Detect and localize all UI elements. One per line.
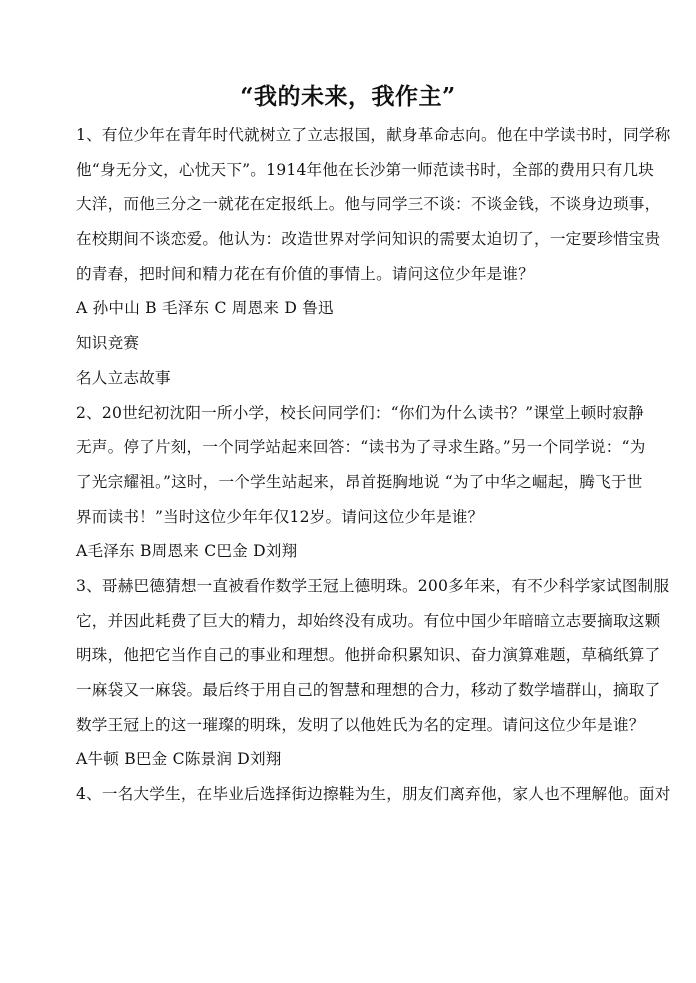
document-title: “我的未来，我作主” [240, 83, 456, 110]
text-line: 的青春，把时间和精力花在有价值的事情上。请问这位少年是谁？ [76, 264, 535, 283]
text-line: A牛顿 B巴金 C陈景润 D刘翔 [76, 750, 282, 769]
text-line: 4、一名大学生，在毕业后选择街边擦鞋为生，朋友们离弃他，家人也不理解他。面对 [76, 785, 671, 804]
text-line: 2、20世纪初沈阳一所小学，校长问同学们：“你们为什么读书？”课堂上顿时寂静 [76, 403, 644, 422]
text-line: 3、哥赫巴德猜想一直被看作数学王冠上德明珠。200多年来，有不少科学家试图制服 [76, 576, 670, 595]
text-line: A毛泽东 B周恩来 C巴金 D刘翔 [76, 542, 298, 561]
text-line: A 孙中山 B 毛泽东 C 周恩来 D 鲁迅 [76, 299, 334, 318]
text-line: 1、有位少年在青年时代就树立了立志报国，献身革命志向。他在中学读书时，同学称 [76, 126, 671, 144]
text-line: 在校期间不谈恋爱。他认为：改造世界对学问知识的需要太迫切了，一定要珍惜宝贵 [76, 230, 661, 249]
text-line: 他“身无分文，心忧天下”。1914年他在长沙第一师范读书时，全部的费用只有几块 [76, 160, 655, 179]
text-line: 它，并因此耗费了巨大的精力，却始终没有成功。有位中国少年暗暗立志要摘取这颗 [76, 611, 661, 630]
text-line: 名人立志故事 [76, 368, 171, 387]
text-line: 数学王冠上的这一璀璨的明珠，发明了以他姓氏为名的定理。请问这位少年是谁？ [76, 715, 645, 734]
text-line: 了光宗耀祖。”这时，一个学生站起来，昂首挺胸地说 “为了中华之崛起，腾飞于世 [76, 472, 643, 491]
text-line: 界而读书！”当时这位少年年仅12岁。请问这位少年是谁？ [76, 507, 484, 526]
text-line: 明珠，他把它当作自己的事业和理想。他拼命积累知识、奋力演算难题，草稿纸算了 [76, 646, 661, 665]
document-body [76, 118, 671, 812]
text-line: 一麻袋又一麻袋。最后终于用自己的智慧和理想的合力，移动了数学墙群山，摘取了 [76, 681, 661, 699]
text-line: 知识竞赛 [76, 334, 140, 353]
text-line: 无声。停了片刻，一个同学站起来回答：“读书为了寻求生路。”另一个同学说：“为 [76, 438, 646, 457]
text-line: 大洋，而他三分之一就花在定报纸上。他与同学三不谈：不谈金钱，不谈身边琐事， [76, 195, 661, 214]
